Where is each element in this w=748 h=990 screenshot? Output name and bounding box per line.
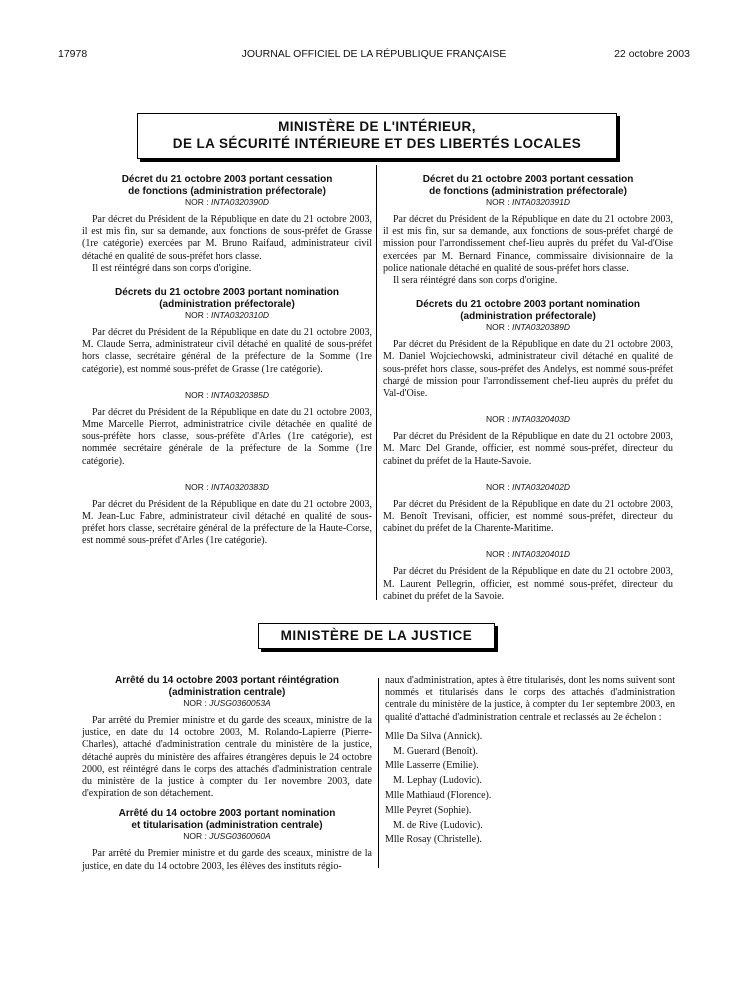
decree-title: [383, 299, 673, 322]
nor-id: INTA0320310D: [211, 310, 269, 321]
arrete-title: [82, 675, 372, 698]
decree-title: [82, 174, 372, 197]
nor-id: INTA0320389D: [512, 322, 570, 333]
nominee-name: Mlle Da Silva (Annick).: [385, 730, 483, 742]
decree-body: Par décret du Président de la République en date du 21 octobre 2003, M. Jean-Luc Fabre, administrateur civil détaché en qualité de sous-préfet hors classe, secrétaire général de la préfecture de la Haute-Corse, est nommé sous-préfet d'Arles (1re catégorie).: [82, 498, 372, 547]
arrete-body: Par arrêté du Premier ministre et du garde des sceaux, ministre de la justice, en date du 14 octobre 2003, les élèves des instituts régio-: [82, 848, 372, 872]
nor-reference: [383, 322, 673, 333]
decree-body: Par décret du Président de la République en date du 21 octobre 2003, il est mis fin, sur sa demande, aux fonctions de sous-préfet de Grasse (1re catégorie) exercées par M. Bruno Raifaud, administrateur civil détaché en qualité de sous-préfet hors classe.: [82, 214, 372, 262]
decree-title-line1: Décret du 21 octobre 2003 portant cessation: [422, 174, 634, 185]
nor-reference: [383, 414, 673, 425]
arrete-title-line1: Arrêté du 14 octobre 2003 portant nomination: [118, 808, 336, 820]
decree-title-line1: Décrets du 21 octobre 2003 portant nomination: [416, 299, 640, 311]
decree-body: Par décret du Président de la République en date du 21 octobre 2003, M. Marc Del Grande, officier, est nommé sous-préfet, directeur du cabinet du préfet de la Haute-Savoie.: [383, 431, 673, 467]
nominee-name: M. Lephay (Ludovic).: [393, 775, 482, 787]
decree-title: [383, 174, 673, 197]
issue-date: 22 octobre 2003: [614, 48, 690, 60]
nor-label: NOR :: [486, 197, 510, 207]
decree-body: Par décret du Président de la République en date du 21 octobre 2003, M. Daniel Wojciechowski, administrateur civil détaché en qualité de sous-préfet hors classe, sous-préfet des Andelys, est nommé sous-préfet chargé de mission pour l'arrondissement chef-lieu auprès du préfet du Val-d'Oise.: [383, 339, 673, 400]
nor-id: INTA0320390D: [211, 197, 269, 207]
nominee-name: Mlle Mathiaud (Florence).: [385, 790, 492, 801]
decree-body: Par décret du Président de la République en date du 21 octobre 2003, Mme Marcelle Pierrot, administratrice civile détachée en qualité de sous-préfète hors classe, sous-préfète d'Arles (1re catégorie), est nommée secrétaire générale de la préfecture de la Somme (1re catégorie).: [82, 406, 372, 467]
nor-label: NOR :: [486, 481, 510, 492]
nor-label: NOR :: [185, 481, 209, 492]
nor-id: INTA0320391D: [512, 197, 570, 207]
nor-label: NOR :: [185, 389, 209, 400]
column-divider: [376, 165, 377, 600]
arrete-title-line2: et titularisation (administration centrale): [131, 819, 323, 831]
arrete-body: Par arrêté du Premier ministre et du garde des sceaux, ministre de la justice, en date du 14 octobre 2003, M. Rolando-Lapierre (Pierre-Charles), attaché d'administration centrale du ministère de la justice, détaché auprès du ministère des affaires étrangères depuis le 24 octobre 2000, est réintégré dans le corps des attachés d'administration centrale du ministère de la justice à compter du 1er novembre 2003, date d'expiration de son détachement.: [82, 715, 372, 800]
decree-body: Par décret du Président de la République en date du 21 octobre 2003, il est mis fin, sur sa demande, aux fonctions de sous-préfet chargé de mission pour l'arrondissement chef-lieu auprès du préfet du Val-d'Oise exercées par M. Bernard Finance, commissaire divisionnaire de la police nationale détaché en qualité de sous-préfet hors classe.: [383, 214, 673, 274]
arrete-title-line1: Arrêté du 14 octobre 2003 portant réintégration: [115, 675, 339, 686]
nor-id: JUSG0360053A: [209, 698, 271, 708]
decree-body: Par décret du Président de la République en date du 21 octobre 2003, M. Laurent Pellegrin, officier, est nommé sous-préfet, directeur du cabinet du préfet de la Savoie.: [383, 566, 673, 602]
interior-left-column: [82, 174, 372, 548]
decree-title-line2: (administration préfectorale): [460, 310, 596, 322]
nor-reference: [82, 831, 372, 842]
interior-right-column: [383, 174, 673, 603]
nor-id: INTA0320383D: [211, 481, 269, 492]
nor-reference: [82, 482, 372, 493]
nor-label: NOR :: [486, 322, 510, 333]
decree-body: Il sera réintégré dans son corps d'origine.: [393, 275, 558, 287]
nor-reference: [82, 698, 372, 709]
decree-body: Par décret du Président de la République en date du 21 octobre 2003, M. Benoît Trevisani, officier, est nommé sous-préfet, directeur du cabinet du préfet de la Charente-Maritime.: [383, 498, 673, 535]
nominee-name: M. Guerard (Benoît).: [393, 745, 478, 757]
nominee-name: Mlle Lasserre (Emilie).: [385, 760, 479, 772]
nominee-list: [385, 730, 675, 848]
decree-title-line1: Décret du 21 octobre 2003 portant cessation: [121, 174, 333, 185]
running-head: [58, 48, 690, 62]
column-divider: [378, 678, 379, 868]
decree-body: Il est réintégré dans son corps d'origine.: [92, 262, 252, 274]
ministry-justice-heading: MINISTÈRE DE LA JUSTICE: [258, 623, 495, 649]
nor-id: JUSG0360060A: [209, 831, 271, 842]
decree-title-line2: (administration préfectorale): [159, 298, 295, 310]
nor-label: NOR :: [185, 197, 209, 207]
nor-label: NOR :: [185, 310, 209, 321]
nor-id: INTA0320385D: [211, 389, 269, 400]
page-number: 17978: [58, 48, 88, 60]
justice-left-column: [82, 675, 372, 873]
decree-title-line1: Décrets du 21 octobre 2003 portant nomination: [115, 287, 339, 299]
nor-reference: [383, 197, 673, 208]
nor-reference: [82, 390, 372, 401]
nor-id: INTA0320402D: [512, 481, 570, 492]
decree-body: Par décret du Président de la République en date du 21 octobre 2003, M. Claude Serra, administrateur civil détaché en qualité de sous-préfet hors classe, secrétaire général de la préfecture de la Somme (1re catégorie), est nommé sous-préfet de Grasse (1re catégorie).: [82, 327, 372, 375]
nor-reference: [82, 197, 372, 208]
arrete-title: [82, 808, 372, 831]
decree-title-line2: de fonctions (administration préfectorale): [128, 185, 326, 197]
ministry-interior-line2: DE LA SÉCURITÉ INTÉRIEURE ET DES LIBERTÉS LOCALES: [172, 136, 582, 151]
nor-label: NOR :: [486, 414, 510, 425]
arrete-title-line2: (administration centrale): [168, 686, 286, 698]
nominee-name: Mlle Peyret (Sophie).: [385, 804, 472, 816]
decree-title-line2: de fonctions (administration préfectorale): [429, 185, 627, 197]
arrete-body-continued: naux d'administration, aptes à être titularisés, dont les noms suivent sont nommés et titularisés dans le corps des attachés d'administration centrale du ministère de la justice, à compter du 1er septembre 2003, en qualité d'attaché d'administration centrale et reclassés au 2e échelon :: [385, 675, 675, 723]
decree-title: [82, 287, 372, 310]
nor-label: NOR :: [183, 698, 207, 708]
ministry-interior-heading: [137, 113, 617, 159]
journal-title: JOURNAL OFFICIEL DE LA RÉPUBLIQUE FRANÇAISE: [241, 48, 507, 60]
nor-label: NOR :: [486, 549, 510, 560]
ministry-interior-line1: MINISTÈRE DE L'INTÉRIEUR,: [278, 119, 476, 134]
justice-right-column: [385, 675, 675, 848]
nor-id: INTA0320403D: [512, 414, 570, 425]
nor-id: INTA0320401D: [512, 549, 570, 560]
nominee-name: Mlle Rosay (Christelle).: [385, 834, 482, 846]
nor-reference: [82, 310, 372, 321]
nor-reference: [383, 549, 673, 560]
nor-label: NOR :: [183, 831, 207, 842]
nominee-name: M. de Rive (Ludovic).: [393, 819, 483, 831]
nor-reference: [383, 482, 673, 493]
